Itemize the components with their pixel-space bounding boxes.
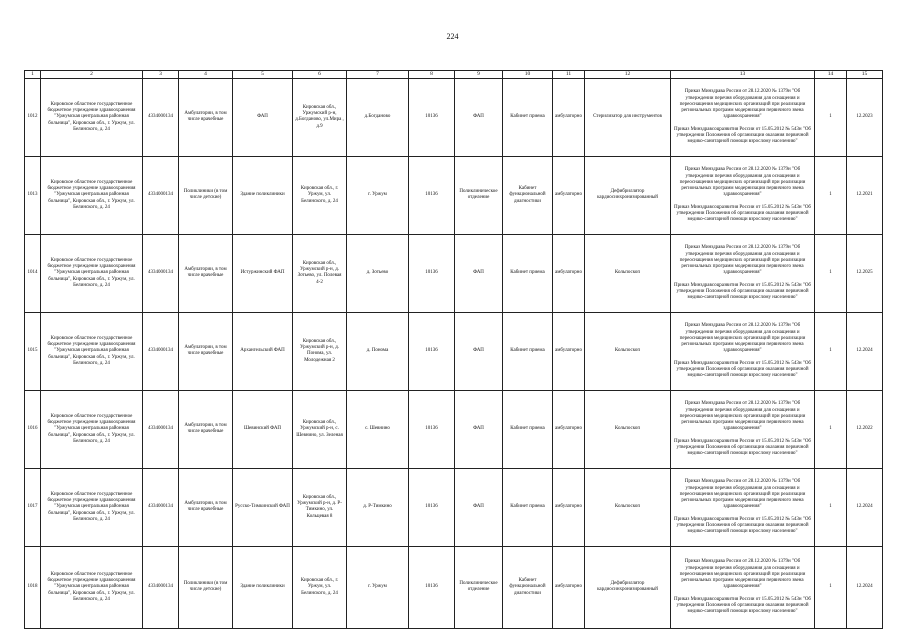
settlement-cell: д. Пономa: [347, 312, 409, 390]
column-header: 10: [503, 71, 553, 79]
organization-cell: Кировское областное государственное бюджетное учреждение здравоохранения "Уржумская центральная районная больница", Кировская обл., г. Уржум, ул. Белинского, д. 24: [41, 546, 143, 628]
date-cell: 12.2021: [847, 156, 883, 234]
legal-basis-order-1379n: Приказ Минздрава России от 28.12.2020 № 1379н "Об утверждении перечня оборудования для оснащения и переоснащения медицинских организаций при реализации региональных программ модернизации первичного звена здравоохранения": [679, 245, 806, 276]
department-cell: ФАП: [455, 312, 503, 390]
equipment-cell: Кольпоскоп: [585, 390, 671, 468]
column-header: 5: [233, 71, 293, 79]
equipment-cell: Кольпоскоп: [585, 312, 671, 390]
legal-basis-cell: [671, 546, 815, 628]
column-header: 15: [847, 71, 883, 79]
column-header: 14: [815, 71, 847, 79]
equipment-cell: Кольпоскоп: [585, 234, 671, 312]
organization-cell: Кировское областное государственное бюджетное учреждение здравоохранения "Уржумская центральная районная больница", Кировская обл., г. Уржум, ул. Белинского, д. 24: [41, 156, 143, 234]
address-cell: Кировская обл., Уржумский р-н, с. Шевнино, ул. Зеленая: [293, 390, 347, 468]
quantity-cell: 1: [815, 78, 847, 156]
department-cell: ФАП: [455, 234, 503, 312]
settlement-cell: г. Уржум: [347, 546, 409, 628]
room-cell: Кабинет функциональной диагностики: [503, 156, 553, 234]
address-cell: Кировская обл., Уржумский р-н, д.Богданово, ул.Мира , д.9: [293, 78, 347, 156]
address-cell: Кировская обл., г. Уржум, ул. Белинского, д. 24: [293, 156, 347, 234]
column-header: 6: [293, 71, 347, 79]
room-cell: Кабинет функциональной диагностики: [503, 546, 553, 628]
quantity-cell: 1: [815, 156, 847, 234]
legal-basis-cell: [671, 390, 815, 468]
department-cell: Поликлиническое отделение: [455, 156, 503, 234]
table-row: [25, 78, 883, 156]
department-cell: ФАП: [455, 390, 503, 468]
column-header: 13: [671, 71, 815, 79]
row-number: 1015: [25, 312, 41, 390]
column-header: 12: [585, 71, 671, 79]
inn-cell: 4334000134: [143, 78, 179, 156]
settlement-cell: д.Богданово: [347, 78, 409, 156]
equipment-cell: Дефибриллятор кардиосинхронизированный: [585, 156, 671, 234]
column-header: 8: [409, 71, 455, 79]
legal-basis-order-543n: Приказ Минздравсоцразвития России от 15.05.2012 № 543н "Об утверждении Положения об организации оказания первичной медико-санитарной помощи взрослому населению": [674, 126, 811, 145]
facility-kind-cell: Амбулатории, в том числе врачебные: [179, 234, 233, 312]
equipment-table: [24, 70, 883, 629]
table-row: [25, 312, 883, 390]
table-row: [25, 156, 883, 234]
inn-cell: 4334000134: [143, 234, 179, 312]
equipment-cell: Дефибриллятор кардиосинхронизированный: [585, 546, 671, 628]
legal-basis-cell: [671, 312, 815, 390]
legal-basis-order-1379n: Приказ Минздрава России от 28.12.2020 № 1379н "Об утверждении перечня оборудования для оснащения и переоснащения медицинских организаций при реализации региональных программ модернизации первичного звена здравоохранения": [679, 323, 806, 354]
legal-basis-order-543n: Приказ Минздравсоцразвития России от 15.05.2012 № 543н "Об утверждении Положения об организации оказания первичной медико-санитарной помощи взрослому населению": [674, 282, 811, 301]
date-cell: 12.2023: [847, 78, 883, 156]
address-cell: Кировская обл., г. Уржум, ул. Белинского, д. 24: [293, 546, 347, 628]
date-cell: 12.2022: [847, 390, 883, 468]
unit-cell: ФАП: [233, 78, 293, 156]
row-number: 1012: [25, 78, 41, 156]
legal-basis-order-543n: Приказ Минздравсоцразвития России от 15.05.2012 № 543н "Об утверждении Положения об организации оказания первичной медико-санитарной помощи взрослому населению": [674, 438, 811, 457]
column-header: 3: [143, 71, 179, 79]
table-row: [25, 390, 883, 468]
room-cell: Кабинет приема: [503, 312, 553, 390]
settlement-cell: с. Шевнино: [347, 390, 409, 468]
column-header: 2: [41, 71, 143, 79]
unit-cell: Здание поликлиники: [233, 546, 293, 628]
care-type-cell: амбулаторно: [553, 468, 585, 546]
department-cell: ФАП: [455, 468, 503, 546]
date-cell: 12.2024: [847, 312, 883, 390]
quantity-cell: 1: [815, 312, 847, 390]
row-number: 1013: [25, 156, 41, 234]
page-number: 224: [446, 32, 459, 41]
address-cell: Кировская обл., Уржумский р-н, д. Р-Тимкино, ул. Кольцевая 8: [293, 468, 347, 546]
care-type-cell: амбулаторно: [553, 390, 585, 468]
organization-cell: Кировское областное государственное бюджетное учреждение здравоохранения "Уржумская центральная районная больница", Кировская обл., г. Уржум, ул. Белинского, д. 24: [41, 312, 143, 390]
legal-basis-cell: [671, 78, 815, 156]
department-cell: Поликлиническое отделение: [455, 546, 503, 628]
unit-cell: Истуржинский ФАП: [233, 234, 293, 312]
row-number: 1018: [25, 546, 41, 628]
date-cell: 12.2024: [847, 468, 883, 546]
legal-basis-order-543n: Приказ Минздравсоцразвития России от 15.05.2012 № 543н "Об утверждении Положения об организации оказания первичной медико-санитарной помощи взрослому населению": [674, 516, 811, 535]
row-number: 1017: [25, 468, 41, 546]
quantity-cell: 1: [815, 468, 847, 546]
settlement-cell: г. Уржум: [347, 156, 409, 234]
department-cell: ФАП: [455, 78, 503, 156]
inn-cell: 4334000134: [143, 468, 179, 546]
care-type-cell: амбулаторно: [553, 156, 585, 234]
facility-kind-cell: Амбулатории, в том числе врачебные: [179, 390, 233, 468]
legal-basis-order-1379n: Приказ Минздрава России от 28.12.2020 № 1379н "Об утверждении перечня оборудования для оснащения и переоснащения медицинских организаций при реализации региональных программ модернизации первичного звена здравоохранения": [679, 559, 806, 590]
inn-cell: 4334000134: [143, 390, 179, 468]
care-type-cell: амбулаторно: [553, 312, 585, 390]
legal-basis-cell: [671, 156, 815, 234]
legal-basis-order-1379n: Приказ Минздрава России от 28.12.2020 № 1379н "Об утверждении перечня оборудования для оснащения и переоснащения медицинских организаций при реализации региональных программ модернизации первичного звена здравоохранения": [679, 167, 806, 198]
date-cell: 12.2024: [847, 546, 883, 628]
legal-basis-order-1379n: Приказ Минздрава России от 28.12.2020 № 1379н "Об утверждении перечня оборудования для оснащения и переоснащения медицинских организаций при реализации региональных программ модернизации первичного звена здравоохранения": [679, 479, 806, 510]
column-header: 9: [455, 71, 503, 79]
equipment-cell: Стерилизатор для инструментов: [585, 78, 671, 156]
settlement-cell: д. Р-Тимкино: [347, 468, 409, 546]
column-number-row: [25, 71, 883, 79]
address-cell: Кировская обл., Уржумский р-н, д. Зотьево, ул. Полевая 4-2: [293, 234, 347, 312]
quantity-cell: 1: [815, 546, 847, 628]
column-header: 11: [553, 71, 585, 79]
settlement-cell: д. Зотьево: [347, 234, 409, 312]
inn-cell: 4334000134: [143, 312, 179, 390]
column-header: 7: [347, 71, 409, 79]
code-cell: 10136: [409, 312, 455, 390]
table-row: [25, 468, 883, 546]
legal-basis-cell: [671, 468, 815, 546]
code-cell: 10136: [409, 156, 455, 234]
room-cell: Кабинет приема: [503, 468, 553, 546]
quantity-cell: 1: [815, 390, 847, 468]
unit-cell: Шевинский ФАП: [233, 390, 293, 468]
column-header: 4: [179, 71, 233, 79]
unit-cell: Архангельский ФАП: [233, 312, 293, 390]
equipment-cell: Кольпоскоп: [585, 468, 671, 546]
row-number: 1014: [25, 234, 41, 312]
table-row: [25, 546, 883, 628]
date-cell: 12.2025: [847, 234, 883, 312]
quantity-cell: 1: [815, 234, 847, 312]
address-cell: Кировская обл., Уржумский р-н, д. Понома, ул. Молодежная 2: [293, 312, 347, 390]
organization-cell: Кировское областное государственное бюджетное учреждение здравоохранения "Уржумская центральная районная больница", Кировская обл., г. Уржум, ул. Белинского, д. 24: [41, 78, 143, 156]
care-type-cell: амбулаторно: [553, 78, 585, 156]
room-cell: Кабинет приема: [503, 234, 553, 312]
care-type-cell: амбулаторно: [553, 234, 585, 312]
care-type-cell: амбулаторно: [553, 546, 585, 628]
inn-cell: 4334000134: [143, 546, 179, 628]
organization-cell: Кировское областное государственное бюджетное учреждение здравоохранения "Уржумская центральная районная больница", Кировская обл., г. Уржум, ул. Белинского, д. 24: [41, 468, 143, 546]
column-header: 1: [25, 71, 41, 79]
legal-basis-order-1379n: Приказ Минздрава России от 28.12.2020 № 1379н "Об утверждении перечня оборудования для оснащения и переоснащения медицинских организаций при реализации региональных программ модернизации первичного звена здравоохранения": [679, 89, 806, 120]
row-number: 1016: [25, 390, 41, 468]
room-cell: Кабинет приема: [503, 390, 553, 468]
code-cell: 10136: [409, 234, 455, 312]
facility-kind-cell: Амбулатории, в том числе врачебные: [179, 468, 233, 546]
facility-kind-cell: Амбулатории, в том числе врачебные: [179, 312, 233, 390]
facility-kind-cell: Поликлиники (в том числе детские): [179, 156, 233, 234]
facility-kind-cell: Поликлиники (в том числе детские): [179, 546, 233, 628]
organization-cell: Кировское областное государственное бюджетное учреждение здравоохранения "Уржумская центральная районная больница", Кировская обл., г. Уржум, ул. Белинского, д. 24: [41, 234, 143, 312]
inn-cell: 4334000134: [143, 156, 179, 234]
legal-basis-order-543n: Приказ Минздравсоцразвития России от 15.05.2012 № 543н "Об утверждении Положения об организации оказания первичной медико-санитарной помощи взрослому населению": [674, 204, 811, 223]
code-cell: 10136: [409, 546, 455, 628]
code-cell: 10136: [409, 468, 455, 546]
legal-basis-order-543n: Приказ Минздравсоцразвития России от 15.05.2012 № 543н "Об утверждении Положения об организации оказания первичной медико-санитарной помощи взрослому населению": [674, 360, 811, 379]
legal-basis-cell: [671, 234, 815, 312]
room-cell: Кабинет приема: [503, 78, 553, 156]
unit-cell: Русско-Тимкинский ФАП: [233, 468, 293, 546]
table-row: [25, 234, 883, 312]
organization-cell: Кировское областное государственное бюджетное учреждение здравоохранения "Уржумская центральная районная больница", Кировская обл., г. Уржум, ул. Белинского, д. 24: [41, 390, 143, 468]
facility-kind-cell: Амбулатории, в том числе врачебные: [179, 78, 233, 156]
code-cell: 10136: [409, 390, 455, 468]
legal-basis-order-1379n: Приказ Минздрава России от 28.12.2020 № 1379н "Об утверждении перечня оборудования для оснащения и переоснащения медицинских организаций при реализации региональных программ модернизации первичного звена здравоохранения": [679, 401, 806, 432]
unit-cell: Здание поликлиники: [233, 156, 293, 234]
code-cell: 10136: [409, 78, 455, 156]
legal-basis-order-543n: Приказ Минздравсоцразвития России от 15.05.2012 № 543н "Об утверждении Положения об организации оказания первичной медико-санитарной помощи взрослому населению": [674, 596, 811, 615]
